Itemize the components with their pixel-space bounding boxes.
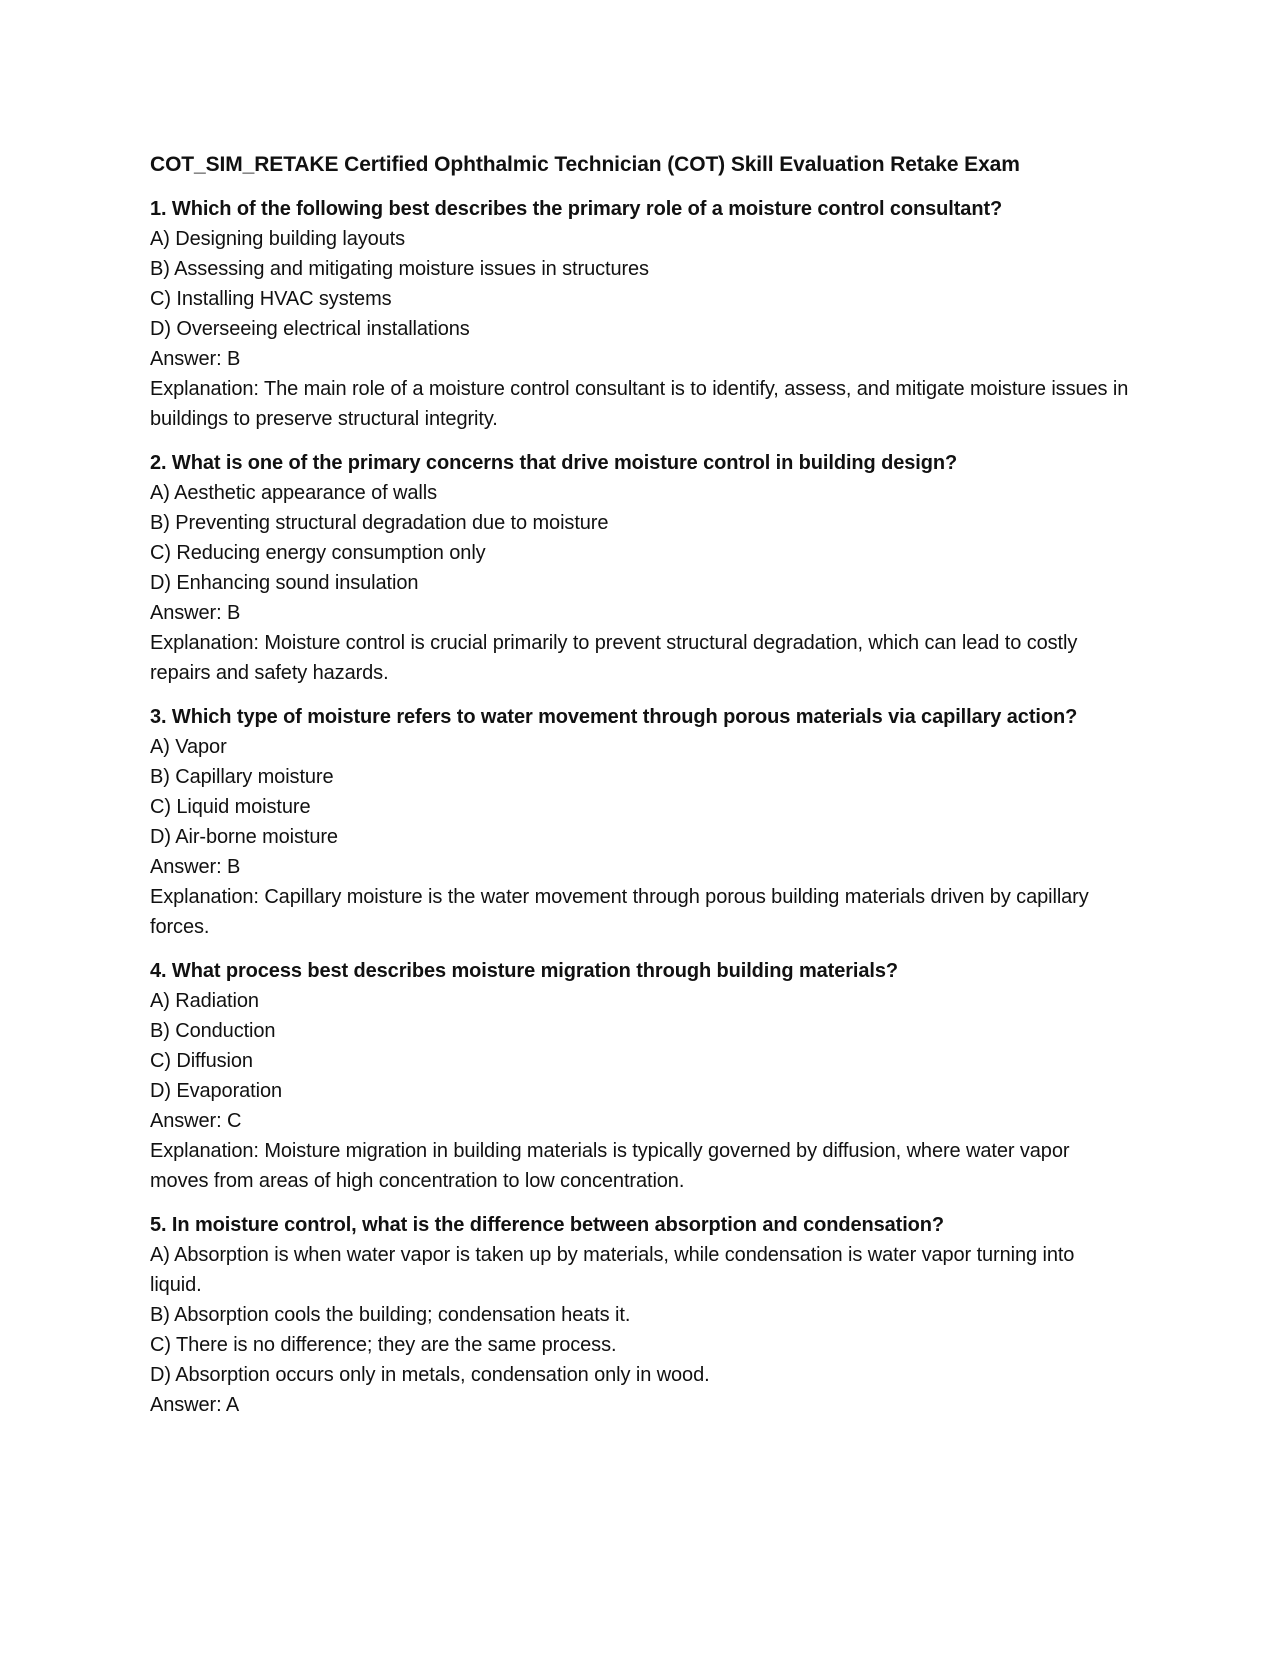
- answer-line: Answer: B: [150, 856, 241, 878]
- answer-line: Answer: A: [150, 1394, 240, 1416]
- question-text: 5. In moisture control, what is the difference between absorption and condensation?: [150, 1214, 945, 1236]
- option-d: D) Absorption occurs only in metals, condensation only in wood.: [150, 1364, 710, 1386]
- answer-line: Answer: B: [150, 348, 241, 370]
- answer-line: Answer: C: [150, 1110, 242, 1132]
- option-b: B) Capillary moisture: [150, 766, 334, 788]
- option-b: B) Preventing structural degradation due to moisture: [150, 512, 609, 534]
- option-a: A) Absorption is when water vapor is taken up by materials, while condensation is water vapor turning into liquid.: [150, 1244, 1075, 1296]
- option-b: B) Absorption cools the building; condensation heats it.: [150, 1304, 631, 1326]
- option-a: A) Aesthetic appearance of walls: [150, 482, 437, 504]
- document-title: COT_SIM_RETAKE Certified Ophthalmic Technician (COT) Skill Evaluation Retake Exam: [150, 153, 1020, 176]
- explanation-text: Explanation: Moisture migration in building materials is typically governed by diffusion, where water vapor moves from areas of high concentration to low concentration.: [150, 1140, 1070, 1192]
- option-d: D) Enhancing sound insulation: [150, 572, 419, 594]
- option-c: C) Installing HVAC systems: [150, 288, 392, 310]
- explanation-text: Explanation: Capillary moisture is the water movement through porous building materials driven by capillary forces.: [150, 886, 1089, 938]
- question-text: 2. What is one of the primary concerns that drive moisture control in building design?: [150, 452, 958, 474]
- option-d: D) Overseeing electrical installations: [150, 318, 470, 340]
- document-page: [150, 150, 1130, 1434]
- option-b: B) Conduction: [150, 1020, 276, 1042]
- option-c: C) There is no difference; they are the same process.: [150, 1334, 617, 1356]
- option-a: A) Radiation: [150, 990, 259, 1012]
- question-block-5: [150, 1210, 1130, 1420]
- explanation-text: Explanation: The main role of a moisture control consultant is to identify, assess, and mitigate moisture issues in buildings to preserve structural integrity.: [150, 378, 1129, 430]
- explanation-text: Explanation: Moisture control is crucial primarily to prevent structural degradation, which can lead to costly repairs and safety hazards.: [150, 632, 1078, 684]
- question-block-3: [150, 702, 1130, 942]
- option-c: C) Reducing energy consumption only: [150, 542, 486, 564]
- option-a: A) Designing building layouts: [150, 228, 406, 250]
- option-a: A) Vapor: [150, 736, 227, 758]
- question-text: 3. Which type of moisture refers to water movement through porous materials via capillary action?: [150, 706, 1078, 728]
- option-d: D) Evaporation: [150, 1080, 282, 1102]
- question-block-4: [150, 956, 1130, 1196]
- option-c: C) Diffusion: [150, 1050, 253, 1072]
- question-block-1: [150, 194, 1130, 434]
- answer-line: Answer: B: [150, 602, 241, 624]
- question-text: 1. Which of the following best describes the primary role of a moisture control consultant?: [150, 198, 1003, 220]
- option-b: B) Assessing and mitigating moisture issues in structures: [150, 258, 649, 280]
- question-text: 4. What process best describes moisture migration through building materials?: [150, 960, 898, 982]
- option-d: D) Air-borne moisture: [150, 826, 338, 848]
- question-block-2: [150, 448, 1130, 688]
- option-c: C) Liquid moisture: [150, 796, 311, 818]
